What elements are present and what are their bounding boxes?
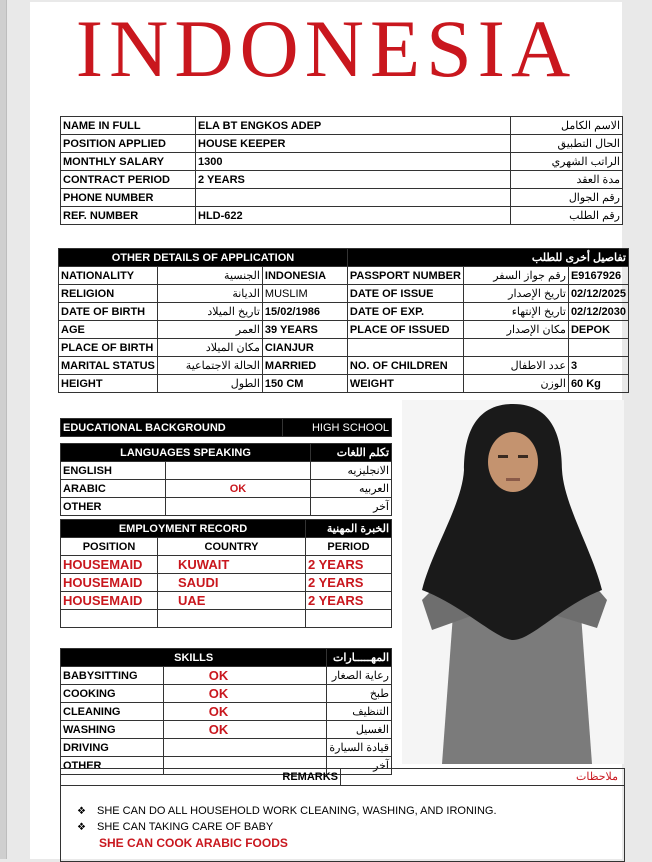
skill-value — [163, 739, 327, 757]
page-edge — [0, 0, 7, 859]
skill-label: DRIVING — [61, 739, 164, 757]
language-row — [61, 498, 392, 516]
skill-label-ar: الغسيل — [327, 721, 392, 739]
personal-info-table — [60, 116, 623, 225]
details-value-2: 3 — [568, 357, 628, 375]
details-value: CIANJUR — [262, 339, 347, 357]
applicant-photo-figure — [402, 400, 624, 764]
personal-value — [196, 189, 511, 207]
details-label-2-ar: عدد الاطفال — [463, 357, 568, 375]
skill-label-ar: قيادة السيارة — [327, 739, 392, 757]
language-label: ENGLISH — [61, 462, 166, 480]
details-label: NATIONALITY — [59, 267, 158, 285]
details-label-2 — [347, 339, 463, 357]
employment-country: KUWAIT — [158, 556, 306, 574]
languages-table — [60, 443, 392, 516]
skill-label: BABYSITTING — [61, 667, 164, 685]
cv-page — [30, 2, 626, 859]
language-label: ARABIC — [61, 480, 166, 498]
personal-label: PHONE NUMBER — [61, 189, 196, 207]
skill-label-ar: طبخ — [327, 685, 392, 703]
employment-col-position: POSITION — [61, 538, 158, 556]
details-label-2-ar: الوزن — [463, 375, 568, 393]
language-label-ar: الانجليزيه — [311, 462, 392, 480]
remarks-highlight: SHE CAN COOK ARABIC FOODS — [99, 836, 288, 850]
personal-label-ar: الراتب الشهري — [511, 153, 623, 171]
details-label-2: PLACE OF ISSUED — [347, 321, 463, 339]
details-label-2-ar: تاريخ الإصدار — [463, 285, 568, 303]
personal-value: HOUSE KEEPER — [196, 135, 511, 153]
details-label-2-ar: مكان الإصدار — [463, 321, 568, 339]
details-label-2: PASSPORT NUMBER — [347, 267, 463, 285]
skill-label: COOKING — [61, 685, 164, 703]
skill-value: OK — [163, 685, 327, 703]
remarks-header — [61, 769, 624, 786]
remarks-item — [77, 819, 497, 835]
details-row — [59, 267, 629, 285]
details-label-2: WEIGHT — [347, 375, 463, 393]
employment-position: HOUSEMAID — [61, 556, 158, 574]
personal-row — [61, 189, 623, 207]
details-value-2: 02/12/2025 — [568, 285, 628, 303]
personal-label: POSITION APPLIED — [61, 135, 196, 153]
skill-label-ar: آخر — [327, 757, 392, 775]
details-label: DATE OF BIRTH — [59, 303, 158, 321]
details-value: 15/02/1986 — [262, 303, 347, 321]
skill-value: OK — [163, 721, 327, 739]
personal-label: MONTHLY SALARY — [61, 153, 196, 171]
personal-label-ar: الاسم الكامل — [511, 117, 623, 135]
skills-table — [60, 648, 392, 775]
details-label-ar: الجنسية — [157, 267, 262, 285]
diamond-bullet-icon: ❖ — [77, 806, 86, 817]
details-header-row — [59, 249, 629, 267]
details-label: HEIGHT — [59, 375, 158, 393]
details-label-ar: العمر — [157, 321, 262, 339]
employment-col-country: COUNTRY — [158, 538, 306, 556]
details-header-ar: تفاصيل أخرى للطلب — [347, 249, 628, 267]
personal-row — [61, 207, 623, 225]
remarks-item-text: SHE CAN TAKING CARE OF BABY — [97, 821, 274, 833]
language-value — [166, 462, 311, 480]
skill-label: OTHER — [61, 757, 164, 775]
personal-label-ar: رقم الطلب — [511, 207, 623, 225]
education-value: HIGH SCHOOL — [283, 419, 392, 437]
details-label-ar: مكان الميلاد — [157, 339, 262, 357]
employment-period: 2 YEARS — [306, 592, 392, 610]
details-label-2: DATE OF EXP. — [347, 303, 463, 321]
details-label: PLACE OF BIRTH — [59, 339, 158, 357]
details-label-ar: الحالة الاجتماعية — [157, 357, 262, 375]
details-row — [59, 321, 629, 339]
personal-label-ar: رقم الجوال — [511, 189, 623, 207]
employment-country: SAUDI — [158, 574, 306, 592]
skills-header-ar: المهـــــارات — [327, 649, 392, 667]
personal-row — [61, 153, 623, 171]
employment-country: UAE — [158, 592, 306, 610]
employment-header: EMPLOYMENT RECORD — [61, 520, 306, 538]
details-value-2 — [568, 339, 628, 357]
skill-row — [61, 703, 392, 721]
details-label-2-ar: رقم جواز السفر — [463, 267, 568, 285]
details-label-2-ar — [463, 339, 568, 357]
personal-label-ar: مدة العقد — [511, 171, 623, 189]
education-label: EDUCATIONAL BACKGROUND — [61, 419, 283, 437]
language-label: OTHER — [61, 498, 166, 516]
skill-value: OK — [163, 703, 327, 721]
language-label-ar: العربيه — [311, 480, 392, 498]
details-value-2: 02/12/2030 — [568, 303, 628, 321]
details-label-2: DATE OF ISSUE — [347, 285, 463, 303]
details-value: INDONESIA — [262, 267, 347, 285]
employment-table — [60, 519, 392, 628]
employment-position: HOUSEMAID — [61, 574, 158, 592]
details-label: AGE — [59, 321, 158, 339]
details-row — [59, 303, 629, 321]
skill-row — [61, 739, 392, 757]
personal-value: ELA BT ENGKOS ADEP — [196, 117, 511, 135]
employment-col-period: PERIOD — [306, 538, 392, 556]
education-table — [60, 418, 392, 437]
details-row — [59, 339, 629, 357]
personal-label: REF. NUMBER — [61, 207, 196, 225]
personal-value: HLD-622 — [196, 207, 511, 225]
personal-label-ar: الحال التطبيق — [511, 135, 623, 153]
details-label-2: NO. OF CHILDREN — [347, 357, 463, 375]
details-label: MARITAL STATUS — [59, 357, 158, 375]
details-value: 150 CM — [262, 375, 347, 393]
language-row — [61, 462, 392, 480]
details-value-2: E9167926 — [568, 267, 628, 285]
employment-row — [61, 574, 392, 592]
personal-row — [61, 117, 623, 135]
country-title: INDONESIA — [75, 3, 577, 94]
employment-country — [158, 610, 306, 628]
details-label-ar: الديانة — [157, 285, 262, 303]
details-value: 39 YEARS — [262, 321, 347, 339]
skill-label-ar: رعاية الصغار — [327, 667, 392, 685]
details-value: MARRIED — [262, 357, 347, 375]
details-row — [59, 357, 629, 375]
employment-period — [306, 610, 392, 628]
language-value: OK — [166, 480, 311, 498]
details-row — [59, 285, 629, 303]
skill-label: CLEANING — [61, 703, 164, 721]
skills-header: SKILLS — [61, 649, 327, 667]
diamond-bullet-icon: ❖ — [77, 822, 86, 833]
languages-header-ar: تكلم اللغات — [311, 444, 392, 462]
language-row — [61, 480, 392, 498]
personal-value: 2 YEARS — [196, 171, 511, 189]
details-label: RELIGION — [59, 285, 158, 303]
remarks-label-ar: ملاحظات — [576, 771, 618, 783]
personal-label: CONTRACT PERIOD — [61, 171, 196, 189]
details-value-2: DEPOK — [568, 321, 628, 339]
details-label-ar: الطول — [157, 375, 262, 393]
employment-position — [61, 610, 158, 628]
remarks-box — [60, 768, 625, 862]
details-table — [58, 248, 629, 393]
skill-row — [61, 667, 392, 685]
languages-header: LANGUAGES SPEAKING — [61, 444, 311, 462]
remarks-item-text: SHE CAN DO ALL HOUSEHOLD WORK CLEANING, WASHING, AND IRONING. — [97, 805, 497, 817]
language-value — [166, 498, 311, 516]
employment-header-ar: الخبرة المهنية — [306, 520, 392, 538]
language-label-ar: آخر — [311, 498, 392, 516]
remarks-label: REMARKS — [61, 769, 341, 785]
details-label-2-ar: تاريخ الإنتهاء — [463, 303, 568, 321]
personal-value: 1300 — [196, 153, 511, 171]
employment-period: 2 YEARS — [306, 556, 392, 574]
details-value-2: 60 Kg — [568, 375, 628, 393]
applicant-photo — [402, 400, 624, 764]
details-label-ar: تاريخ الميلاد — [157, 303, 262, 321]
employment-position: HOUSEMAID — [61, 592, 158, 610]
details-header: OTHER DETAILS OF APPLICATION — [59, 249, 348, 267]
employment-period: 2 YEARS — [306, 574, 392, 592]
details-row — [59, 375, 629, 393]
personal-row — [61, 135, 623, 153]
skill-row — [61, 721, 392, 739]
skill-value: OK — [163, 667, 327, 685]
personal-label: NAME IN FULL — [61, 117, 196, 135]
employment-row — [61, 556, 392, 574]
skill-row — [61, 685, 392, 703]
remarks-list — [77, 803, 497, 835]
employment-row — [61, 610, 392, 628]
personal-row — [61, 171, 623, 189]
remarks-item — [77, 803, 497, 819]
details-value: MUSLIM — [262, 285, 347, 303]
skill-label: WASHING — [61, 721, 164, 739]
employment-row — [61, 592, 392, 610]
skill-label-ar: التنظيف — [327, 703, 392, 721]
